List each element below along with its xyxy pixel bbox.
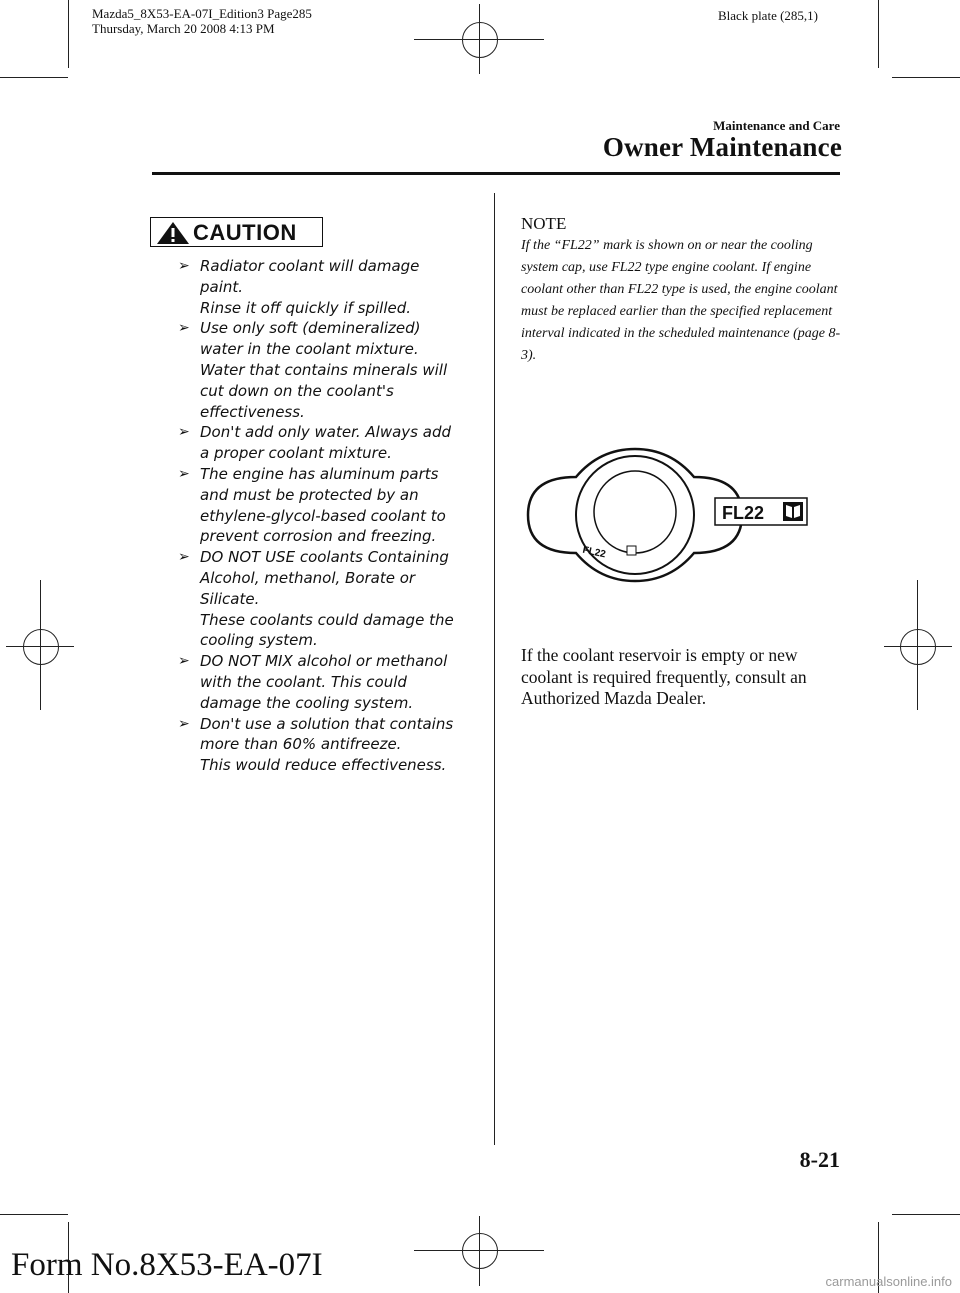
radiator-cap-figure [520, 440, 840, 590]
arrow-bullet-icon: ➢ [178, 258, 190, 274]
arrow-bullet-icon: ➢ [178, 465, 190, 482]
caution-item: ➢ Radiator coolant will damage paint. Rinse it off quickly if spilled. [178, 257, 420, 317]
file-info-line-2: Thursday, March 20 2008 4:13 PM [92, 21, 275, 36]
section-label: Maintenance and Care [713, 118, 840, 133]
column-divider [494, 193, 495, 1145]
form-number: Form No.8X53-EA-07I [11, 1247, 323, 1283]
note-heading: NOTE [521, 214, 567, 233]
plate-info: Black plate (285,1) [718, 8, 818, 23]
caution-label: CAUTION [193, 220, 297, 245]
caution-item: ➢ Don't use a solution that contains more than 60% antifreeze. This would reduce effectiveness. [178, 714, 454, 775]
note-text: If the “FL22” mark is shown on or near the cooling system cap, use FL22 type engine coolant. If engine coolant other than FL22 type is used, the engine coolant must be replaced earlier than the specified replacement interval indicated in the scheduled maintenance (page 8-3). [521, 238, 841, 364]
arrow-bullet-icon: ➢ [178, 653, 190, 670]
file-info-line-1: Mazda5_8X53-EA-07I_Edition3 Page285 [92, 6, 312, 21]
body-paragraph: If the coolant reservoir is empty or new coolant is required frequently, consult an Authorized Mazda Dealer. [521, 645, 807, 709]
page-title: Owner Maintenance [602, 132, 842, 162]
file-info [92, 6, 312, 36]
caution-item: ➢ Use only soft (demineralized) water in the coolant mixture. Water that contains minerals will cut down on the coolant's effectiveness. [178, 319, 448, 421]
arrow-bullet-icon: ➢ [178, 715, 190, 732]
arrow-bullet-icon: ➢ [178, 424, 190, 441]
watermark: carmanualsonline.info [825, 1274, 952, 1289]
arrow-bullet-icon: ➢ [178, 549, 190, 566]
caution-box [150, 217, 323, 247]
arrow-bullet-icon: ➢ [178, 320, 190, 337]
caution-list [178, 256, 478, 776]
page-number: 8-21 [799, 1147, 840, 1172]
fl22-badge-text: FL22 [722, 503, 765, 523]
warning-triangle-icon [156, 221, 190, 245]
cap-marking-text: FL22 [581, 544, 607, 561]
caution-item: ➢ The engine has aluminum parts and must be protected by an ethylene-glycol-based coolant to prevent corrosion and freezing. [178, 464, 446, 546]
caution-item: ➢ DO NOT MIX alcohol or methanol with the coolant. This could damage the cooling system. [178, 652, 448, 712]
caution-item: ➢ DO NOT USE coolants Containing Alcohol, methanol, Borate or Silicate. These coolants could damage the cooling system. [178, 548, 454, 650]
caution-item: ➢ Don't add only water. Always add a proper coolant mixture. [178, 423, 451, 463]
header-rule [152, 172, 840, 175]
manual-book-icon [783, 502, 803, 521]
